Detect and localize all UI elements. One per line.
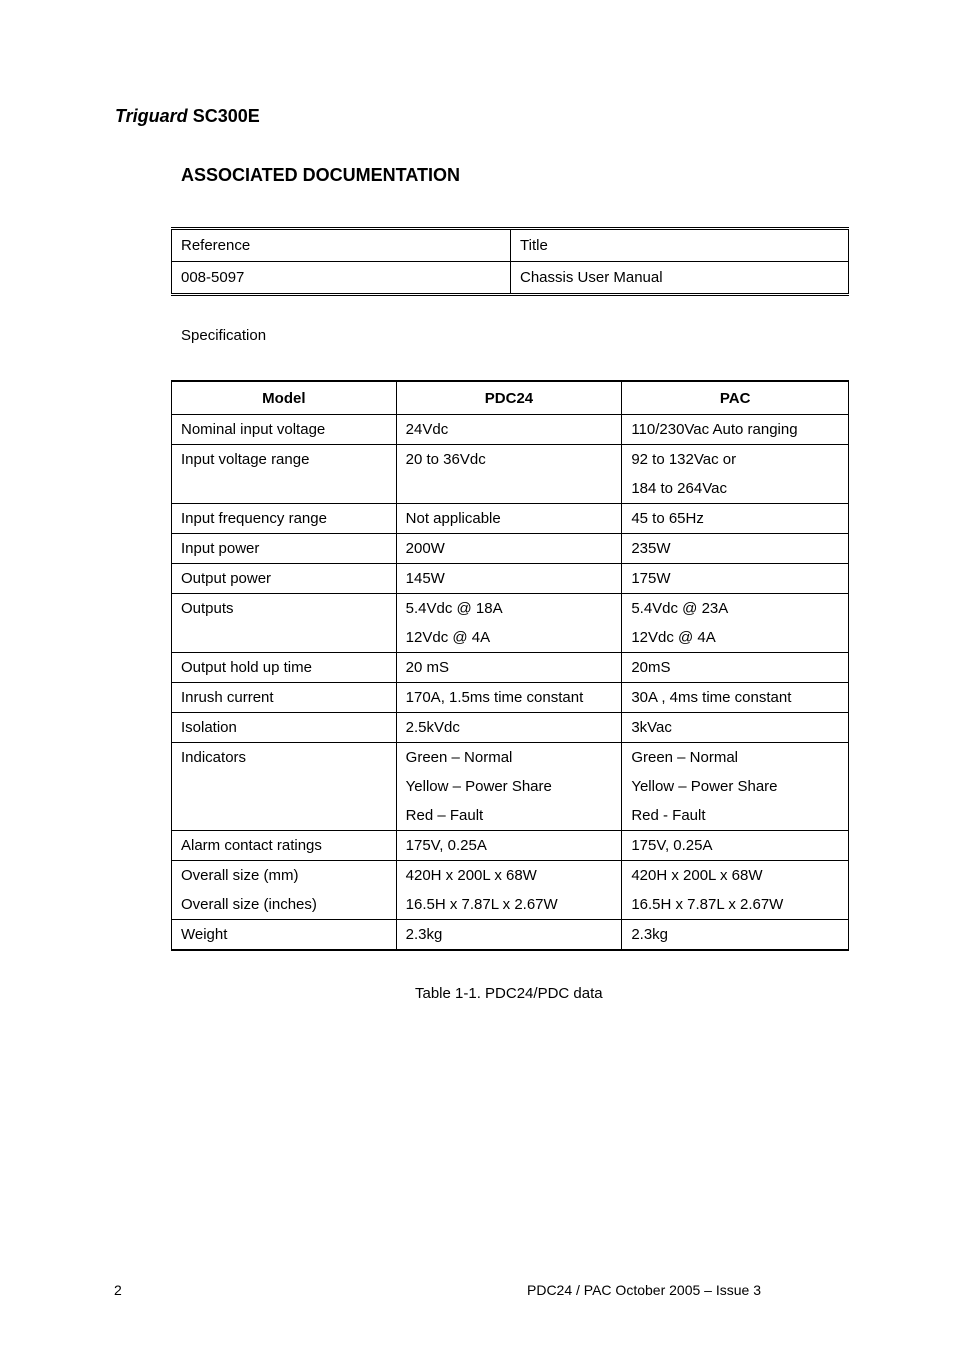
table-cell [396, 445, 622, 504]
brand-name: Triguard [115, 106, 188, 126]
cell-text: 92 to 132Vac or [631, 451, 737, 468]
table-row [172, 504, 849, 534]
table-cell [622, 594, 849, 653]
table-cell [396, 920, 622, 951]
cell-text: Yellow – Power Share [405, 778, 552, 795]
table-row [172, 743, 849, 831]
table-row [172, 683, 849, 713]
table-cell [396, 564, 622, 594]
table-cell [622, 831, 849, 861]
cell-text: 30A , 4ms time constant [631, 689, 792, 706]
cell-text: Alarm contact ratings [181, 837, 322, 854]
cell-text: 16.5H x 7.87L x 2.67W [631, 896, 784, 913]
table-cell [622, 415, 849, 445]
table-header-row [172, 229, 849, 262]
table-cell [622, 683, 849, 713]
table-row [172, 564, 849, 594]
table-row [172, 594, 849, 653]
cell-text: 420H x 200L x 68W [631, 867, 763, 884]
cell-text: 24Vdc [405, 421, 449, 438]
cell-text: 2.5kVdc [405, 719, 460, 736]
cell-text: Weight [181, 926, 228, 943]
table-cell [396, 415, 622, 445]
cell-text: Input power [181, 540, 260, 557]
table-cell [396, 653, 622, 683]
cell-text: 3kVac [631, 719, 672, 736]
cell-text: Output hold up time [181, 659, 312, 676]
table-cell [622, 713, 849, 743]
table-cell [622, 653, 849, 683]
cell-text: 2.3kg [405, 926, 443, 943]
reference-table [171, 227, 849, 296]
table-cell [172, 861, 397, 920]
page-number: 2 [114, 1282, 122, 1298]
cell-text: 110/230Vac Auto ranging [631, 421, 798, 438]
cell-text: 235W [631, 540, 671, 557]
cell-text: Outputs [181, 600, 234, 617]
header-cell: PAC [622, 381, 849, 415]
cell-text: Input voltage range [181, 451, 310, 468]
cell-text: 12Vdc @ 4A [631, 629, 716, 646]
table-row [172, 713, 849, 743]
cell-text: 20mS [631, 659, 671, 676]
table-cell [622, 534, 849, 564]
cell-text: 20 to 36Vdc [405, 451, 486, 468]
table-row [172, 920, 849, 951]
cell-text: 45 to 65Hz [631, 510, 704, 527]
cell-text: 420H x 200L x 68W [405, 867, 537, 884]
table-row [172, 861, 849, 920]
specification-table [171, 380, 849, 951]
table-row [172, 534, 849, 564]
footer-document-ref: PDC24 / PAC October 2005 – Issue 3 [527, 1282, 761, 1298]
table-cell [396, 861, 622, 920]
table-row [172, 831, 849, 861]
cell-text: 175V, 0.25A [631, 837, 713, 854]
cell-text: Isolation [181, 719, 237, 736]
table-cell [172, 713, 397, 743]
cell-text: Indicators [181, 749, 247, 766]
table-cell [172, 920, 397, 951]
table-cell [396, 594, 622, 653]
table-cell [622, 504, 849, 534]
table-cell: 008-5097 [172, 262, 511, 295]
cell-text: Yellow – Power Share [631, 778, 778, 795]
document-header [115, 106, 260, 127]
table-cell [172, 564, 397, 594]
table-cell [172, 743, 397, 831]
table-cell [172, 534, 397, 564]
cell-text: Green – Normal [405, 749, 513, 766]
table-row [172, 415, 849, 445]
table-cell [622, 564, 849, 594]
table-cell [172, 683, 397, 713]
cell-text: 184 to 264Vac [631, 480, 727, 497]
cell-text: 200W [405, 540, 445, 557]
header-cell: Reference [172, 229, 511, 262]
table-cell [622, 445, 849, 504]
cell-text: Not applicable [405, 510, 501, 527]
cell-text: 145W [405, 570, 445, 587]
cell-text: 2.3kg [631, 926, 669, 943]
cell-text: Overall size (mm) [181, 867, 299, 884]
header-cell: Model [172, 381, 397, 415]
table-row [172, 445, 849, 504]
table-cell [622, 743, 849, 831]
table-cell [396, 504, 622, 534]
table-cell [172, 831, 397, 861]
cell-text: 20 mS [405, 659, 450, 676]
cell-text: 170A, 1.5ms time constant [405, 689, 584, 706]
section-heading: ASSOCIATED DOCUMENTATION [181, 165, 460, 185]
table-row [172, 262, 849, 295]
table-cell [622, 920, 849, 951]
table-cell [396, 743, 622, 831]
cell-text: 175V, 0.25A [405, 837, 487, 854]
cell-text: Red - Fault [631, 807, 706, 824]
cell-text: 12Vdc @ 4A [405, 629, 491, 646]
table-cell [396, 534, 622, 564]
model-name: SC300E [192, 106, 260, 126]
cell-text: 175W [631, 570, 671, 587]
cell-text: Overall size (inches) [181, 896, 317, 913]
table-cell [396, 683, 622, 713]
cell-text: Green – Normal [631, 749, 739, 766]
table-cell [172, 594, 397, 653]
cell-text: 16.5H x 7.87L x 2.67W [405, 896, 558, 913]
specification-label: Specification [181, 327, 267, 344]
table-cell [172, 445, 397, 504]
header-cell: Title [511, 229, 849, 262]
cell-text: Input frequency range [181, 510, 327, 527]
cell-text: 5.4Vdc @ 23A [631, 600, 729, 617]
table-cell [172, 504, 397, 534]
cell-text: Output power [181, 570, 272, 587]
table-cell: Chassis User Manual [511, 262, 849, 295]
table-row [172, 653, 849, 683]
table-caption: Table 1-1. PDC24/PDC data [415, 985, 603, 1002]
specification-table-body [172, 415, 849, 951]
table-header-row [172, 381, 849, 415]
cell-text: 5.4Vdc @ 18A [405, 600, 503, 617]
cell-text: Nominal input voltage [181, 421, 326, 438]
header-cell: PDC24 [396, 381, 622, 415]
table-cell [396, 713, 622, 743]
table-cell [396, 831, 622, 861]
table-cell [172, 653, 397, 683]
table-cell [622, 861, 849, 920]
cell-text: Inrush current [181, 689, 274, 706]
cell-text: Red – Fault [405, 807, 484, 824]
table-cell [172, 415, 397, 445]
